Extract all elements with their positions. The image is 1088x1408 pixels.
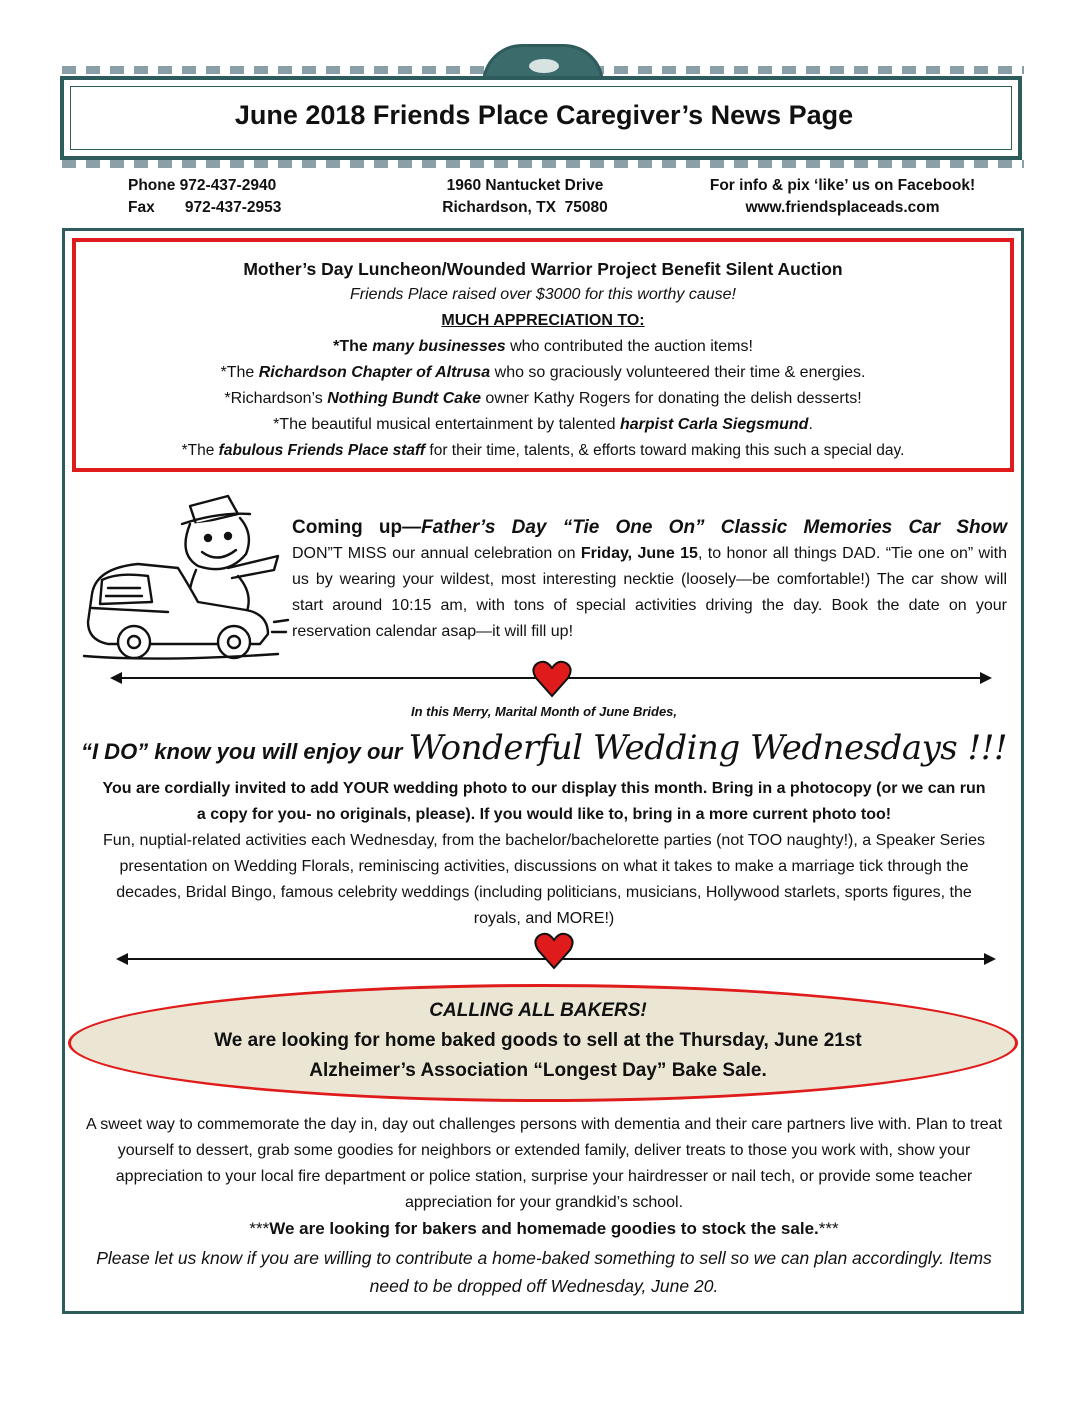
contact-social (690, 175, 995, 219)
facebook-note: For info & pix ‘like’ us on Facebook! (709, 177, 976, 194)
mothers-day-heading: Mother’s Day Luncheon/Wounded Warrior Project Benefit Silent Auction (243, 259, 843, 279)
bakers-line-2: Alzheimer’s Association “Longest Day” Bake Sale. (309, 1060, 767, 1081)
appreciation-line-5: *The fabulous Friends Place staff for their time, talents, & efforts toward making this such a special day. (181, 442, 905, 459)
fathers-day-heading: Coming up—Father’s Day “Tie One On” Classic Memories Car Show (292, 517, 1007, 538)
mothers-day-raised: Friends Place raised over $3000 for this worthy cause! (350, 286, 736, 303)
heart-icon (532, 660, 572, 698)
wedding-invite: You are cordially invited to add YOUR wedding photo to our display this month. Bring in a photocopy (or we can run a copy for you- no originals, please). If you would like to, bring in a more current photo too! (102, 780, 986, 823)
car-driver-illustration (78, 484, 290, 664)
appreciation-line-4: *The beautiful musical entertainment by talented harpist Carla Siegsmund. (273, 416, 813, 433)
divider-arrow-left-icon (110, 672, 122, 684)
bakers-heading: CALLING ALL BAKERS! (429, 1000, 647, 1021)
divider-arrow-right-icon (980, 672, 992, 684)
fax-number: Fax 972-437-2953 (128, 199, 282, 216)
bakers-line-1: We are looking for home baked goods to sell at the Thursday, June 21st (214, 1030, 862, 1051)
wedding-intro: In this Merry, Marital Month of June Brides, (410, 704, 678, 719)
bakers-callout (68, 996, 1008, 1086)
fathers-day-section (292, 515, 1007, 645)
wedding-body: Fun, nuptial-related activities each Wednesday, from the bachelor/bachelorette parties (not TOO naughty!), a Speaker Series presentation on Wedding Florals, reminiscing activities, discussions on what it takes to make a marriage tick through the decades, Bridal Bingo, famous celebrity weddings (including politicians, musicians, Hollywood starlets, sports figures, the royals, and MORE!) (103, 832, 985, 927)
wedding-title: “I DO” know you will enjoy our Wonderful Wedding Wednesdays !!! (80, 728, 1008, 768)
phone-number: Phone 972-437-2940 (128, 177, 277, 194)
mothers-day-section (76, 256, 1010, 464)
street-address: 1960 Nantucket Drive (446, 177, 604, 194)
website-link[interactable]: www.friendsplaceads.com (745, 199, 940, 216)
heart-icon (534, 932, 574, 970)
divider-arrow-right-icon (984, 953, 996, 965)
fathers-day-body: DON”T MISS our annual celebration on Friday, June 15, to honor all things DAD. “Tie one on” with us by wearing your wildest, most interesting necktie (loosely—be comfortable!) The car show will start around 10:15 am, with tons of special activities driving the day. Book the date on your reservation calendar asap—it will fill up! (292, 545, 1007, 640)
divider-arrow-left-icon (116, 953, 128, 965)
wedding-script-title: Wonderful Wedding Wednesdays !!! (408, 728, 1008, 768)
banner-dash-bottom (62, 160, 1024, 168)
appreciation-line-2: *The Richardson Chapter of Altrusa who so graciously volunteered their time & energies. (220, 364, 866, 381)
page-title: June 2018 Friends Place Caregiver’s News Page (234, 100, 854, 130)
contact-phone-fax (128, 175, 281, 219)
bakers-description: A sweet way to commemorate the day in, day out challenges persons with dementia and their care partners live with. Plan to treat yourself to dessert, grab some goodies for neighbors or extended family, deliver treats to those you work with, show your appreciation to your local fire department or police station, surprise your hairdresser or nail tech, or provide some teacher appreciation for your grandkid’s school. (85, 1116, 1003, 1211)
city-address: Richardson, TX 75080 (442, 199, 608, 216)
bakers-body (80, 1112, 1008, 1242)
bakers-closing: Please let us know if you are willing to contribute a home-baked something to sell so we can plan accordingly. Items need to be dropped off Wednesday, June 20. (96, 1248, 992, 1296)
appreciation-line-1: *The many businesses who contributed the auction items! (333, 338, 753, 355)
appreciation-heading: MUCH APPRECIATION TO: (441, 312, 645, 329)
bakers-call-to-action: ***We are looking for bakers and homemade goodies to stock the sale.*** (249, 1219, 839, 1238)
contact-address (410, 175, 640, 219)
appreciation-line-3: *Richardson’s Nothing Bundt Cake owner Kathy Rogers for donating the delish desserts! (224, 390, 862, 407)
